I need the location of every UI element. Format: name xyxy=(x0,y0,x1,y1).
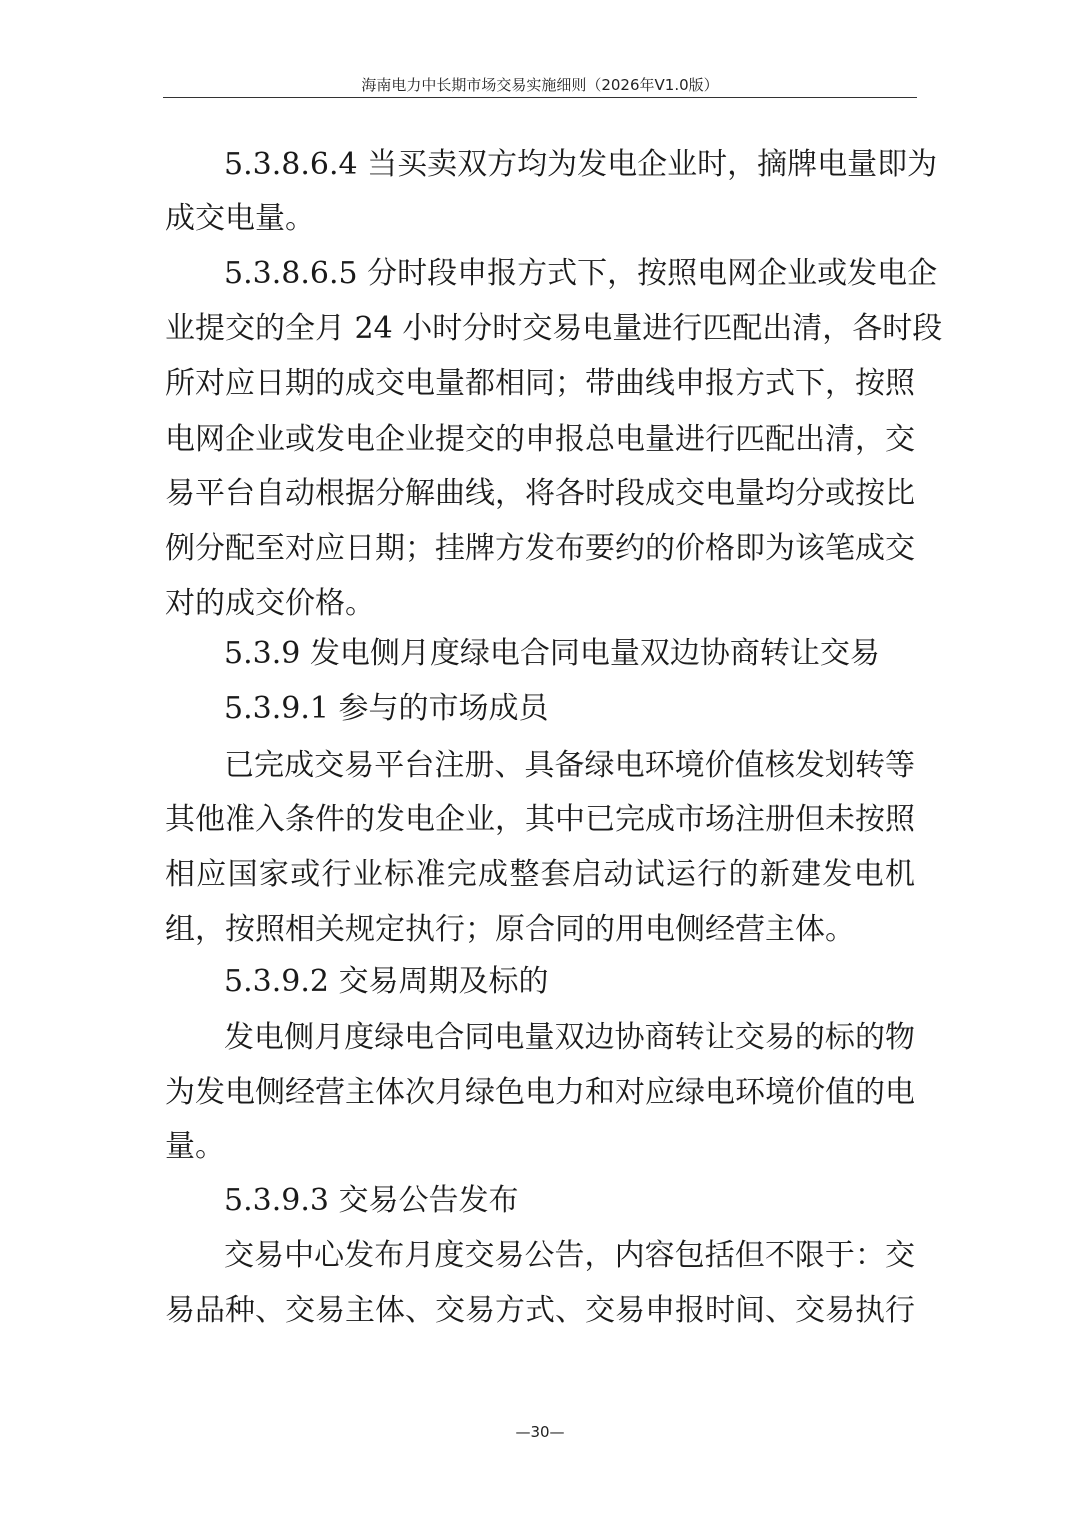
section-heading: 5.3.9.2 交易周期及标的 xyxy=(224,964,549,999)
section-heading: 5.3.9 发电侧月度绿电合同电量双边协商转让交易 xyxy=(224,636,880,671)
text-line: 易品种、交易主体、交易方式、交易申报时间、交易执行 xyxy=(165,1293,915,1328)
text-line: 例分配至对应日期；挂牌方发布要约的价格即为该笔成交 xyxy=(165,531,915,566)
text-line: 发电侧月度绿电合同电量双边协商转让交易的标的物 xyxy=(224,1020,915,1055)
text-line: 其他准入条件的发电企业，其中已完成市场注册但未按照 xyxy=(165,802,915,837)
text-line: 量。 xyxy=(165,1129,225,1164)
text-line: 电网企业或发电企业提交的申报总电量进行匹配出清，交 xyxy=(165,422,915,457)
text-line: 易平台自动根据分解曲线，将各时段成交电量均分或按比 xyxy=(165,476,915,511)
section-heading: 5.3.9.1 参与的市场成员 xyxy=(224,691,549,726)
page-number: —30— xyxy=(515,1423,565,1441)
section-heading: 5.3.9.3 交易公告发布 xyxy=(224,1183,519,1218)
text-line: 业提交的全月 24 小时分时交易电量进行匹配出清，各时段 xyxy=(165,311,943,346)
text-line: 相应国家或行业标准完成整套启动试运行的新建发电机 xyxy=(165,857,915,892)
text-line: 5.3.8.6.4 当买卖双方均为发电企业时，摘牌电量即为 xyxy=(224,147,938,182)
text-line: 交易中心发布月度交易公告，内容包括但不限于：交 xyxy=(224,1238,915,1273)
text-line: 组，按照相关规定执行；原合同的用电侧经营主体。 xyxy=(165,912,855,947)
document-header-title: 海南电力中长期市场交易实施细则（2026年V1.0版） xyxy=(361,76,719,94)
text-line: 已完成交易平台注册、具备绿电环境价值核发划转等 xyxy=(224,748,915,783)
text-line: 所对应日期的成交电量都相同；带曲线申报方式下，按照 xyxy=(165,366,915,401)
text-line: 为发电侧经营主体次月绿色电力和对应绿电环境价值的电 xyxy=(165,1075,915,1110)
text-line: 5.3.8.6.5 分时段申报方式下，按照电网企业或发电企 xyxy=(224,256,938,291)
text-line: 对的成交价格。 xyxy=(165,586,375,621)
text-line: 成交电量。 xyxy=(165,201,315,236)
